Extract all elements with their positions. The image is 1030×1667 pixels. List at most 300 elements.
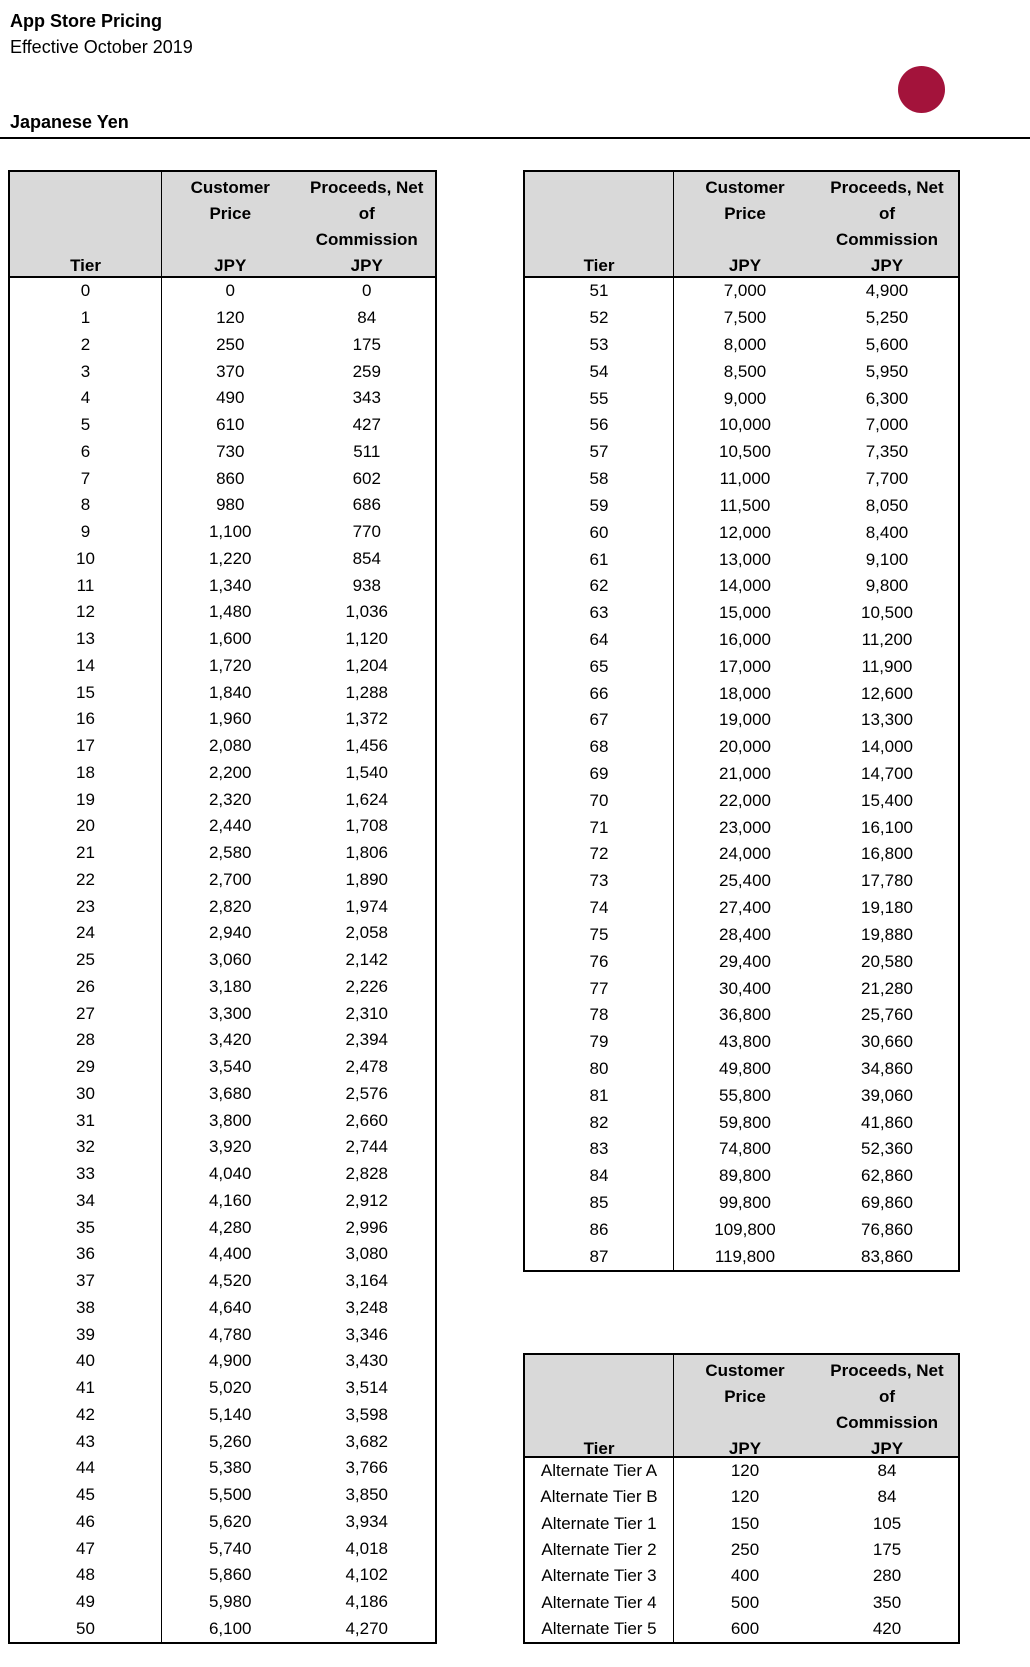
table-row <box>525 1484 958 1510</box>
customer-price-cell: 2,580 <box>208 843 252 863</box>
proceeds-cell: 9,800 <box>865 576 909 596</box>
tier-cell: 52 <box>525 305 674 332</box>
tier-cell: 27 <box>10 1000 162 1027</box>
customer-price-cell: 28,400 <box>719 924 771 944</box>
table-row <box>525 412 958 439</box>
table-row <box>525 358 958 385</box>
table-row <box>10 1616 435 1643</box>
table-row <box>10 385 435 412</box>
table-row <box>10 974 435 1001</box>
table-row <box>10 1268 435 1295</box>
page-subtitle: Effective October 2019 <box>10 37 193 57</box>
proceeds-cell: 2,394 <box>345 1030 389 1050</box>
tier-cell: 9 <box>10 519 162 546</box>
table-row <box>525 787 958 814</box>
customer-price-cell: 3,420 <box>208 1030 252 1050</box>
customer-price-cell: 120 <box>216 308 245 328</box>
table-row <box>525 975 958 1002</box>
customer-price-cell: 74,800 <box>719 1139 771 1159</box>
tier-cell: 3 <box>10 358 162 385</box>
table-row <box>10 733 435 760</box>
tier-cell: 62 <box>525 573 674 600</box>
tier-cell: 34 <box>10 1188 162 1215</box>
customer-price-cell: 4,280 <box>208 1217 252 1237</box>
proceeds-cell: 9,100 <box>865 549 909 569</box>
tier-cell: 58 <box>525 466 674 493</box>
tier-cell: 5 <box>10 412 162 439</box>
table-row <box>525 627 958 654</box>
table-row <box>10 1134 435 1161</box>
customer-price-cell: 16,000 <box>719 629 771 649</box>
tier-cell: 25 <box>10 947 162 974</box>
proceeds-cell: 686 <box>352 495 381 515</box>
tier-cell: Alternate Tier 2 <box>525 1537 674 1563</box>
tier-cell: 77 <box>525 975 674 1002</box>
proceeds-cell: 280 <box>872 1566 902 1586</box>
tier-cell: 33 <box>10 1161 162 1188</box>
tier-cell: 4 <box>10 385 162 412</box>
tier-cell: 56 <box>525 412 674 439</box>
tier-cell: 15 <box>10 679 162 706</box>
tier-cell: 66 <box>525 680 674 707</box>
proceeds-cell: 3,248 <box>345 1297 389 1317</box>
tier-cell: 81 <box>525 1082 674 1109</box>
proceeds-column-header <box>816 1355 958 1463</box>
table-row <box>10 786 435 813</box>
customer-price-cell: 1,840 <box>208 682 252 702</box>
table-row <box>10 1000 435 1027</box>
customer-price-cell: 3,800 <box>208 1110 252 1130</box>
proceeds-cell: 105 <box>872 1513 902 1533</box>
tier-cell: 79 <box>525 1029 674 1056</box>
proceeds-cell: 4,102 <box>345 1565 389 1585</box>
customer-price-cell: 4,780 <box>208 1324 252 1344</box>
tier-cell: 55 <box>525 385 674 412</box>
customer-price-cell: 730 <box>216 441 245 461</box>
table-row <box>525 922 958 949</box>
proceeds-header-label: Proceeds, Net of Commission <box>310 178 424 249</box>
tier-cell: 10 <box>10 546 162 573</box>
customer-price-cell: 120 <box>730 1461 760 1481</box>
tier-cell: 64 <box>525 627 674 654</box>
tier-cell: 83 <box>525 1136 674 1163</box>
customer-price-cell: 3,180 <box>208 976 252 996</box>
table-body <box>10 278 435 1642</box>
proceeds-cell: 3,850 <box>345 1485 389 1505</box>
customer-price-cell: 22,000 <box>719 790 771 810</box>
proceeds-cell: 39,060 <box>861 1085 913 1105</box>
tier-cell: 42 <box>10 1402 162 1429</box>
customer-price-cell: 250 <box>216 334 245 354</box>
customer-price-cell: 5,980 <box>208 1592 252 1612</box>
table-body <box>525 278 958 1270</box>
proceeds-cell: 5,250 <box>865 308 909 328</box>
customer-price-cell: 3,920 <box>208 1137 252 1157</box>
customer-price-cell: 5,500 <box>208 1485 252 1505</box>
proceeds-cell: 3,934 <box>345 1511 389 1531</box>
proceeds-cell: 4,270 <box>345 1618 389 1638</box>
tier-header-label: Tier <box>583 256 615 275</box>
proceeds-cell: 83,860 <box>861 1246 913 1266</box>
proceeds-cell: 1,806 <box>345 843 389 863</box>
table-row <box>10 706 435 733</box>
customer-price-cell: 15,000 <box>719 603 771 623</box>
table-row <box>10 1081 435 1108</box>
proceeds-cell: 770 <box>352 522 381 542</box>
customer-price-unit-label: JPY <box>728 1439 762 1458</box>
proceeds-cell: 12,600 <box>861 683 913 703</box>
customer-price-cell: 2,440 <box>208 816 252 836</box>
customer-price-cell: 2,080 <box>208 736 252 756</box>
tier-cell: 51 <box>525 278 674 305</box>
tier-cell: 76 <box>525 948 674 975</box>
customer-price-cell: 120 <box>730 1487 760 1507</box>
proceeds-cell: 25,760 <box>861 1005 913 1025</box>
customer-price-header-label: Customer Price <box>705 178 785 223</box>
proceeds-cell: 16,800 <box>861 844 913 864</box>
proceeds-cell: 427 <box>352 415 381 435</box>
tier-cell: 73 <box>525 868 674 895</box>
proceeds-cell: 3,598 <box>345 1404 389 1424</box>
customer-price-cell: 7,500 <box>723 308 767 328</box>
customer-price-cell: 2,700 <box>208 869 252 889</box>
table-row <box>10 1321 435 1348</box>
customer-price-cell: 17,000 <box>719 656 771 676</box>
customer-price-cell: 9,000 <box>723 388 767 408</box>
pricing-table-tiers-0-50 <box>8 170 437 1644</box>
customer-price-cell: 14,000 <box>719 576 771 596</box>
table-row <box>10 546 435 573</box>
table-row <box>525 546 958 573</box>
page-title: App Store Pricing <box>10 11 163 31</box>
tier-cell: 59 <box>525 493 674 520</box>
table-row <box>10 920 435 947</box>
tier-cell: 82 <box>525 1109 674 1136</box>
proceeds-unit-label: JPY <box>350 256 383 275</box>
table-row <box>10 278 435 305</box>
table-row <box>525 519 958 546</box>
tier-header-label: Tier <box>583 1439 615 1458</box>
customer-price-cell: 4,040 <box>208 1164 252 1184</box>
table-row <box>10 679 435 706</box>
proceeds-cell: 7,700 <box>865 469 909 489</box>
tier-cell: 11 <box>10 572 162 599</box>
tier-cell: 29 <box>10 1054 162 1081</box>
tier-header-label: Tier <box>70 256 101 275</box>
proceeds-cell: 1,456 <box>345 736 389 756</box>
tier-cell: 45 <box>10 1482 162 1509</box>
proceeds-cell: 6,300 <box>865 388 909 408</box>
proceeds-cell: 16,100 <box>861 817 913 837</box>
customer-price-cell: 5,740 <box>208 1538 252 1558</box>
table-row <box>525 653 958 680</box>
proceeds-column-header <box>816 172 958 280</box>
currency-heading: Japanese Yen <box>0 112 1030 139</box>
tier-cell: 2 <box>10 332 162 359</box>
customer-price-column-header <box>674 172 816 280</box>
table-row <box>10 305 435 332</box>
tier-cell: 86 <box>525 1216 674 1243</box>
customer-price-cell: 1,220 <box>208 548 252 568</box>
tier-cell: 68 <box>525 734 674 761</box>
customer-price-cell: 2,820 <box>208 896 252 916</box>
tier-cell: 35 <box>10 1214 162 1241</box>
customer-price-cell: 400 <box>730 1566 760 1586</box>
tier-cell: 74 <box>525 895 674 922</box>
proceeds-cell: 17,780 <box>861 871 913 891</box>
tier-column-header <box>525 1355 674 1463</box>
table-row <box>10 1161 435 1188</box>
proceeds-cell: 84 <box>357 308 377 328</box>
proceeds-cell: 1,288 <box>345 682 389 702</box>
tier-cell: 39 <box>10 1321 162 1348</box>
customer-price-cell: 1,340 <box>208 575 252 595</box>
table-row <box>525 1136 958 1163</box>
proceeds-cell: 7,000 <box>865 415 909 435</box>
tier-cell: 47 <box>10 1535 162 1562</box>
table-row <box>10 1562 435 1589</box>
customer-price-cell: 8,000 <box>723 335 767 355</box>
tier-cell: 43 <box>10 1428 162 1455</box>
proceeds-cell: 175 <box>352 334 381 354</box>
customer-price-cell: 4,400 <box>208 1244 252 1264</box>
customer-price-cell: 5,020 <box>208 1378 252 1398</box>
proceeds-cell: 3,514 <box>345 1378 389 1398</box>
table-row <box>525 1458 958 1484</box>
table-header <box>10 172 435 278</box>
table-row <box>10 572 435 599</box>
table-row <box>10 465 435 492</box>
customer-price-cell: 59,800 <box>719 1112 771 1132</box>
tier-cell: 22 <box>10 867 162 894</box>
customer-price-cell: 2,940 <box>208 923 252 943</box>
proceeds-cell: 15,400 <box>861 790 913 810</box>
proceeds-cell: 4,900 <box>865 281 909 301</box>
customer-price-cell: 370 <box>216 361 245 381</box>
table-row <box>10 1455 435 1482</box>
customer-price-cell: 25,400 <box>719 871 771 891</box>
table-body <box>525 1458 958 1642</box>
customer-price-cell: 11,000 <box>719 469 771 489</box>
proceeds-cell: 2,660 <box>345 1110 389 1130</box>
tier-cell: 14 <box>10 653 162 680</box>
tier-column-header <box>10 172 162 280</box>
customer-price-cell: 4,640 <box>208 1297 252 1317</box>
customer-price-cell: 0 <box>225 281 235 301</box>
proceeds-cell: 69,860 <box>861 1193 913 1213</box>
tier-cell: 30 <box>10 1081 162 1108</box>
table-row <box>10 840 435 867</box>
customer-price-cell: 860 <box>216 468 245 488</box>
customer-price-cell: 29,400 <box>719 951 771 971</box>
customer-price-cell: 5,260 <box>208 1431 252 1451</box>
tier-cell: 65 <box>525 653 674 680</box>
proceeds-cell: 8,400 <box>865 522 909 542</box>
table-row <box>10 358 435 385</box>
customer-price-cell: 21,000 <box>719 764 771 784</box>
table-row <box>10 1107 435 1134</box>
tier-cell: 1 <box>10 305 162 332</box>
table-row <box>525 332 958 359</box>
customer-price-cell: 24,000 <box>719 844 771 864</box>
table-row <box>525 1589 958 1615</box>
proceeds-cell: 3,430 <box>345 1351 389 1371</box>
tier-cell: 16 <box>10 706 162 733</box>
table-row <box>10 412 435 439</box>
customer-price-cell: 19,000 <box>719 710 771 730</box>
table-row <box>10 1428 435 1455</box>
customer-price-cell: 500 <box>730 1592 760 1612</box>
table-row <box>525 761 958 788</box>
tier-cell: Alternate Tier 3 <box>525 1563 674 1589</box>
customer-price-cell: 20,000 <box>719 737 771 757</box>
tier-cell: 71 <box>525 814 674 841</box>
table-row <box>10 1054 435 1081</box>
table-row <box>525 1056 958 1083</box>
tier-cell: 69 <box>525 761 674 788</box>
proceeds-cell: 7,350 <box>865 442 909 462</box>
tier-cell: 63 <box>525 600 674 627</box>
table-row <box>525 868 958 895</box>
table-row <box>525 1537 958 1563</box>
table-row <box>525 439 958 466</box>
tier-cell: 85 <box>525 1190 674 1217</box>
proceeds-cell: 8,050 <box>865 495 909 515</box>
proceeds-cell: 350 <box>872 1592 902 1612</box>
customer-price-cell: 6,100 <box>208 1618 252 1638</box>
customer-price-cell: 99,800 <box>719 1193 771 1213</box>
proceeds-cell: 259 <box>352 361 381 381</box>
tier-cell: 23 <box>10 893 162 920</box>
tier-cell: 20 <box>10 813 162 840</box>
customer-price-column-header <box>674 1355 816 1463</box>
proceeds-cell: 20,580 <box>861 951 913 971</box>
customer-price-cell: 4,900 <box>208 1351 252 1371</box>
customer-price-cell: 4,520 <box>208 1271 252 1291</box>
table-row <box>525 1563 958 1589</box>
proceeds-cell: 13,300 <box>861 710 913 730</box>
table-row <box>525 1216 958 1243</box>
proceeds-cell: 84 <box>877 1487 897 1507</box>
japan-flag-icon <box>898 66 945 113</box>
proceeds-cell: 602 <box>352 468 381 488</box>
proceeds-cell: 511 <box>353 441 381 461</box>
proceeds-cell: 1,974 <box>345 896 389 916</box>
tier-cell: 80 <box>525 1056 674 1083</box>
table-row <box>525 573 958 600</box>
customer-price-cell: 109,800 <box>714 1219 776 1239</box>
proceeds-cell: 2,142 <box>345 950 389 970</box>
tier-cell: 24 <box>10 920 162 947</box>
proceeds-cell: 21,280 <box>861 978 913 998</box>
table-row <box>525 814 958 841</box>
proceeds-cell: 5,950 <box>865 361 909 381</box>
table-row <box>10 947 435 974</box>
tier-cell: 7 <box>10 465 162 492</box>
customer-price-cell: 36,800 <box>719 1005 771 1025</box>
customer-price-cell: 980 <box>216 495 245 515</box>
tier-cell: 41 <box>10 1375 162 1402</box>
customer-price-cell: 10,000 <box>719 415 771 435</box>
tier-cell: 12 <box>10 599 162 626</box>
table-row <box>525 841 958 868</box>
proceeds-cell: 1,036 <box>345 602 389 622</box>
tier-cell: 21 <box>10 840 162 867</box>
proceeds-cell: 41,860 <box>861 1112 913 1132</box>
table-row <box>525 1002 958 1029</box>
table-row <box>525 305 958 332</box>
tier-cell: 49 <box>10 1589 162 1616</box>
tier-cell: Alternate Tier 4 <box>525 1589 674 1615</box>
proceeds-cell: 2,478 <box>345 1057 389 1077</box>
table-row <box>525 948 958 975</box>
proceeds-cell: 1,372 <box>345 709 389 729</box>
tier-cell: 48 <box>10 1562 162 1589</box>
proceeds-cell: 34,860 <box>861 1058 913 1078</box>
proceeds-header-label: Proceeds, Net of Commission <box>830 1361 944 1432</box>
customer-price-cell: 1,720 <box>208 655 252 675</box>
table-row <box>10 813 435 840</box>
table-row <box>10 1188 435 1215</box>
customer-price-cell: 55,800 <box>719 1085 771 1105</box>
tier-cell: 54 <box>525 358 674 385</box>
proceeds-header-label: Proceeds, Net of Commission <box>830 178 944 249</box>
table-row <box>10 1214 435 1241</box>
table-row <box>10 867 435 894</box>
proceeds-unit-label: JPY <box>870 256 904 275</box>
customer-price-cell: 610 <box>216 415 245 435</box>
document-header <box>10 8 193 60</box>
tier-cell: Alternate Tier 5 <box>525 1616 674 1642</box>
table-row <box>525 278 958 305</box>
tier-cell: 38 <box>10 1295 162 1322</box>
proceeds-cell: 14,000 <box>861 737 913 757</box>
proceeds-cell: 938 <box>352 575 381 595</box>
customer-price-cell: 600 <box>730 1618 760 1638</box>
customer-price-cell: 1,960 <box>208 709 252 729</box>
proceeds-cell: 3,766 <box>345 1458 389 1478</box>
customer-price-cell: 1,600 <box>208 629 252 649</box>
tier-cell: 17 <box>10 733 162 760</box>
proceeds-cell: 2,576 <box>345 1083 389 1103</box>
table-row <box>525 385 958 412</box>
table-row <box>10 1402 435 1429</box>
proceeds-cell: 2,828 <box>345 1164 389 1184</box>
customer-price-cell: 13,000 <box>719 549 771 569</box>
proceeds-cell: 3,682 <box>345 1431 389 1451</box>
customer-price-cell: 89,800 <box>719 1166 771 1186</box>
tier-cell: 72 <box>525 841 674 868</box>
table-row <box>525 1190 958 1217</box>
tier-cell: 26 <box>10 974 162 1001</box>
table-row <box>525 1511 958 1537</box>
tier-cell: 57 <box>525 439 674 466</box>
proceeds-cell: 1,624 <box>345 789 389 809</box>
customer-price-cell: 5,140 <box>208 1404 252 1424</box>
table-row <box>525 466 958 493</box>
table-row <box>525 895 958 922</box>
proceeds-cell: 14,700 <box>861 764 913 784</box>
table-row <box>525 1243 958 1270</box>
tier-cell: 18 <box>10 760 162 787</box>
customer-price-cell: 490 <box>216 388 245 408</box>
customer-price-column-header <box>162 172 299 280</box>
customer-price-header-label: Customer Price <box>705 1361 785 1406</box>
proceeds-cell: 2,912 <box>345 1190 389 1210</box>
customer-price-cell: 43,800 <box>719 1032 771 1052</box>
tier-cell: 32 <box>10 1134 162 1161</box>
customer-price-unit-label: JPY <box>214 256 247 275</box>
